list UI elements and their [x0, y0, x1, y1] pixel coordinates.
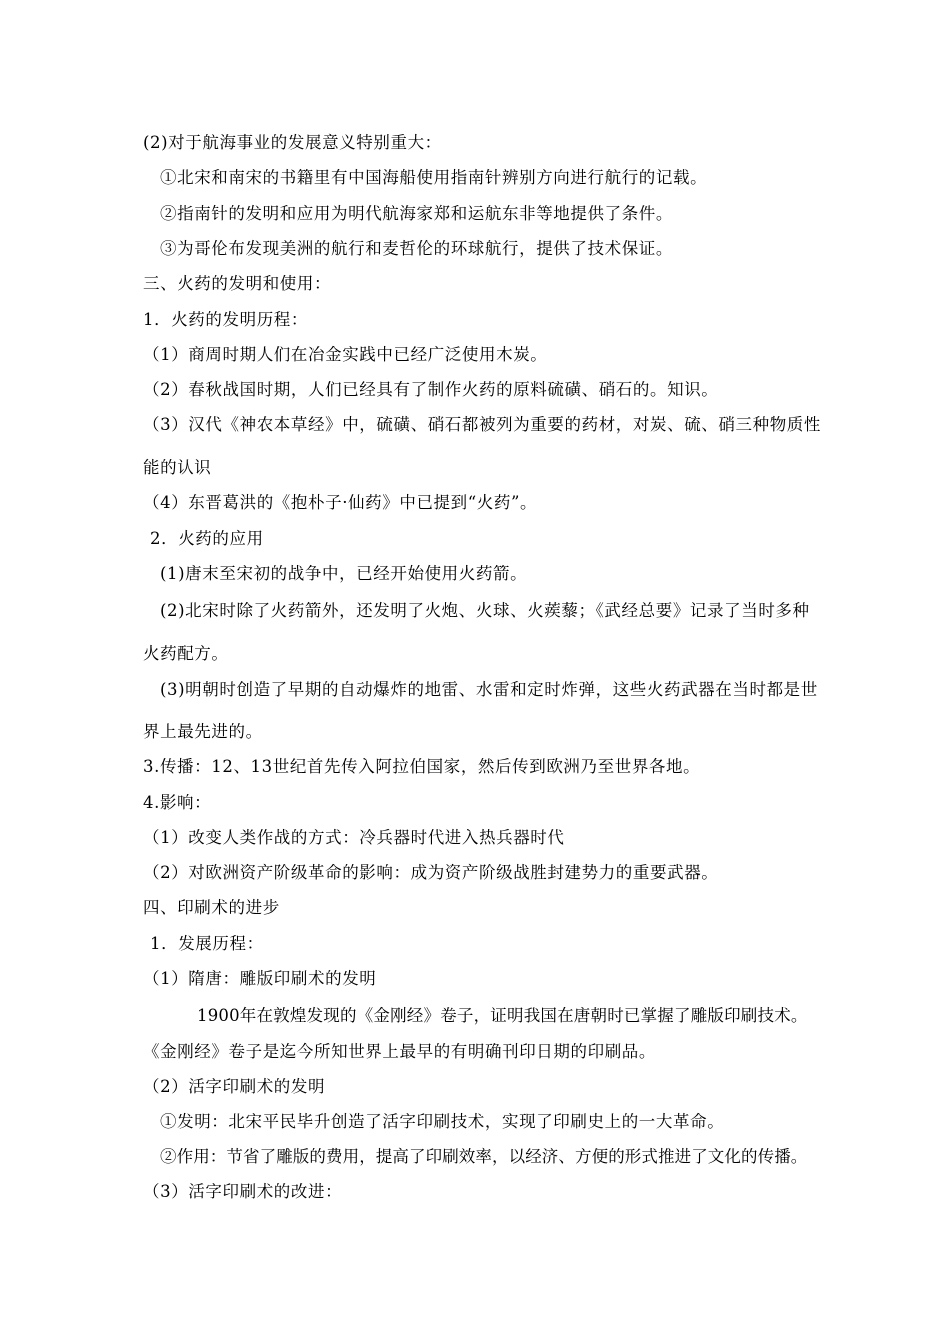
subsection-heading: 2．火药的应用 — [150, 529, 264, 548]
subsection-heading: 4.影响： — [143, 793, 212, 812]
text-line: （1）隋唐：雕版印刷术的发明 — [143, 969, 377, 988]
text-line: （2）对欧洲资产阶级革命的影响：成为资产阶级战胜封建势力的重要武器。 — [143, 863, 719, 882]
text-line: （2）活字印刷术的发明 — [143, 1077, 326, 1096]
text-line: 《金刚经》卷子是迄今所知世界上最早的有明确刊印日期的印刷品。 — [143, 1042, 656, 1061]
text-line: (2)北宋时除了火药箭外，还发明了火炮、火球、火蒺藜；《武经总要》记录了当时多种 — [160, 601, 810, 620]
text-line: （3）汉代《神农本草经》中，硫磺、硝石都被列为重要的药材，对炭、硫、硝三种物质性 — [143, 415, 821, 434]
subsection-heading: 1．发展历程： — [150, 934, 264, 953]
text-line: (2)对于航海事业的发展意义特别重大： — [143, 133, 442, 152]
text-line: ②指南针的发明和应用为明代航海家郑和运航东非等地提供了条件。 — [160, 204, 673, 223]
text-line: (3)明朝时创造了早期的自动爆炸的地雷、水雷和定时炸弹，这些火药武器在当时都是世 — [160, 680, 818, 699]
text-line: （2）春秋战国时期，人们已经具有了制作火药的原料硫磺、硝石的。知识。 — [143, 380, 719, 399]
text-line: （4）东晋葛洪的《抱朴子·仙药》中已提到“火药”。 — [143, 493, 538, 512]
text-line: ③为哥伦布发现美洲的航行和麦哲伦的环球航行，提供了技术保证。 — [160, 239, 673, 258]
text-line: 能的认识 — [143, 458, 212, 477]
text-line: ②作用：节省了雕版的费用，提高了印刷效率，以经济、方便的形式推进了文化的传播。 — [160, 1147, 808, 1166]
text-line: 1900年在敦煌发现的《金刚经》卷子，证明我国在唐朝时已掌握了雕版印刷技术。 — [197, 1006, 808, 1025]
section-heading: 三、火药的发明和使用： — [143, 274, 332, 293]
text-line: （3）活字印刷术的改进： — [143, 1182, 343, 1201]
text-line: ①北宋和南宋的书籍里有中国海船使用指南针辨别方向进行航行的记载。 — [160, 168, 708, 187]
text-line: 界上最先进的。 — [143, 722, 263, 741]
text-line: 3.传播：12、13世纪首先传入阿拉伯国家，然后传到欧洲乃至世界各地。 — [143, 757, 701, 776]
text-line: 火药配方。 — [143, 644, 229, 663]
text-line: ①发明：北宋平民毕升创造了活字印刷技术，实现了印刷史上的一大革命。 — [160, 1112, 725, 1131]
text-line: （1）商周时期人们在冶金实践中已经广泛使用木炭。 — [143, 345, 548, 364]
subsection-heading: 1．火药的发明历程： — [143, 310, 308, 329]
text-line: （1）改变人类作战的方式：冷兵器时代进入热兵器时代 — [143, 828, 565, 847]
section-heading: 四、印刷术的进步 — [143, 898, 280, 917]
text-line: (1)唐末至宋初的战争中，已经开始使用火药箭。 — [160, 564, 528, 583]
